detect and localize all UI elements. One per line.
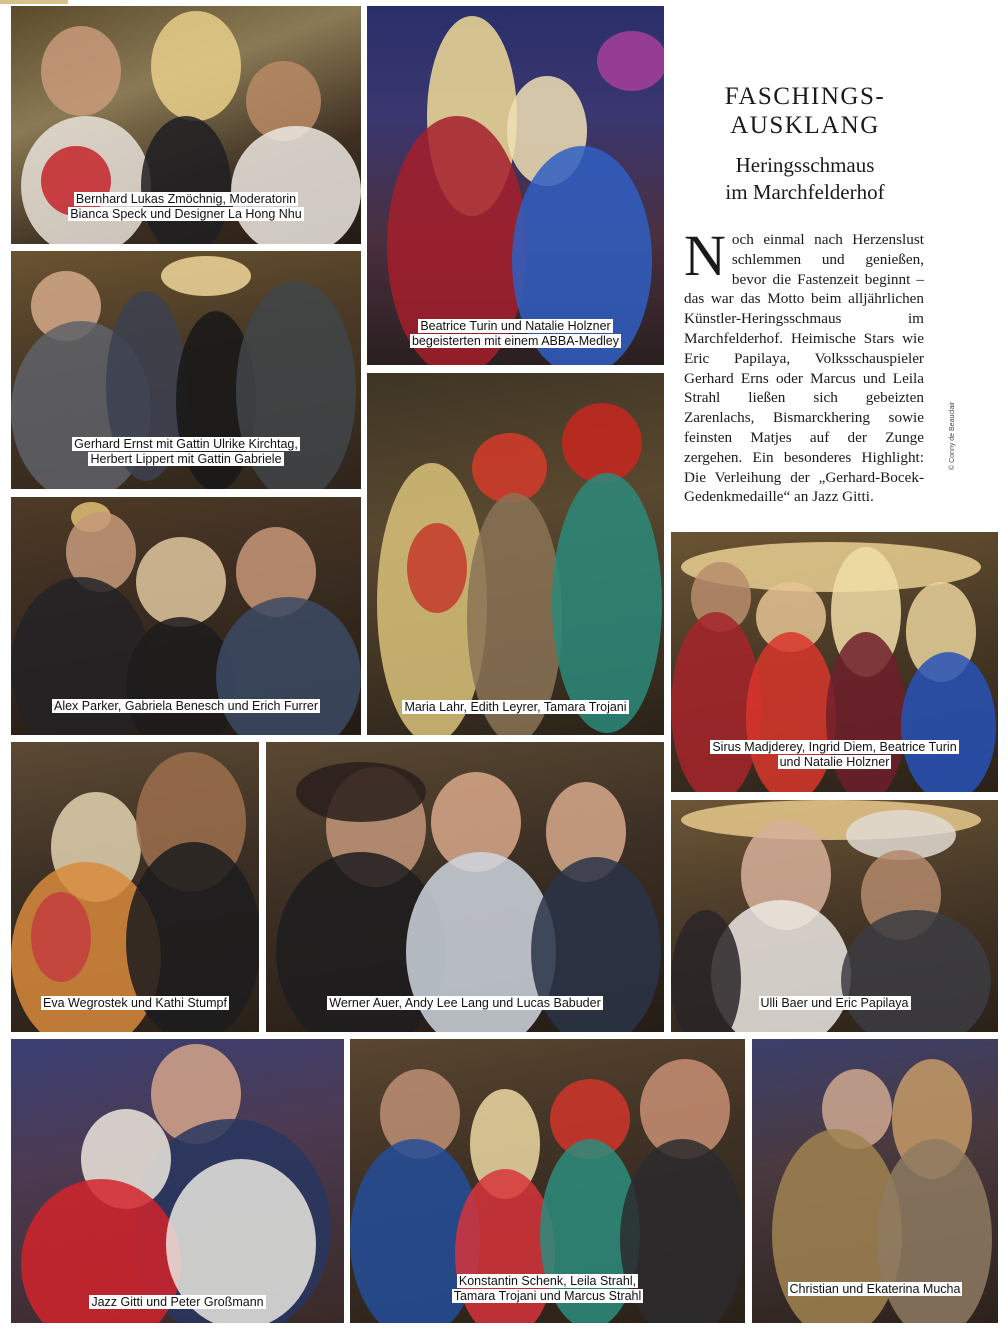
photo-caption <box>11 699 361 714</box>
caption-line: Sirus Madjderey, Ingrid Diem, Beatrice Turin <box>712 740 957 754</box>
article-body <box>684 223 924 507</box>
caption-line: Beatrice Turin und Natalie Holzner <box>420 319 611 333</box>
photo-lahr-leyrer-trojani <box>367 373 664 735</box>
photo-caption <box>367 319 664 349</box>
caption-line: Christian und Ekaterina Mucha <box>789 1282 961 1296</box>
caption-line: und Natalie Holzner <box>779 755 890 769</box>
caption-line: Jazz Gitti und Peter Großmann <box>91 1295 264 1309</box>
photo-caption <box>11 192 361 222</box>
article-body-text: och einmal nach Herzenslust schlemmen und genießen, bevor die Fastenzeit beginnt – das war das Motto beim alljährlichen Künstler-Heringsschmaus im Marchfelderhof. Heimische Stars wie Eric Papilaya, Volksschauspieler Gerhard Erns oder Marcus und Leila Strahl ließen sich gebeizten Zarenlachs, Bismarckhering sowie feinsten Matjes auf der Zunge zergehen. Ein besonderes Highlight: Die Verleihung der „Gerhard-Bocek-Gedenkmedaille“ an Jazz Gitti. <box>684 231 924 506</box>
page-corner-mark <box>0 0 68 4</box>
photo-caption <box>671 996 998 1011</box>
photo-gitti-grossmann <box>11 1039 344 1323</box>
photo-ernst-kirchtag-lippert <box>11 251 361 489</box>
photo-credit: © Conny de Beauclair <box>949 401 956 470</box>
article-subhead <box>690 152 920 206</box>
caption-line: Alex Parker, Gabriela Benesch und Erich Furrer <box>53 699 318 713</box>
photo-caption <box>350 1274 745 1304</box>
photo-caption <box>11 1295 344 1310</box>
photo-caption <box>266 996 664 1011</box>
photo-caption <box>11 437 361 467</box>
article-headline <box>690 82 920 140</box>
caption-line: Konstantin Schenk, Leila Strahl, <box>458 1274 637 1288</box>
photo-parker-benesch-furrer <box>11 497 361 735</box>
photo-auer-lang-babuder <box>266 742 664 1032</box>
photo-turin-holzner <box>367 6 664 365</box>
photo-caption <box>671 740 998 770</box>
caption-line: Bianca Speck und Designer La Hong Nhu <box>70 207 302 221</box>
headline-line: AUSKLANG <box>730 112 880 139</box>
caption-line: Gerhard Ernst mit Gattin Ulrike Kirchtag, <box>74 437 298 451</box>
photo-mucha <box>752 1039 998 1323</box>
caption-line: Werner Auer, Andy Lee Lang und Lucas Babuder <box>329 996 601 1010</box>
photo-caption <box>367 700 664 715</box>
photo-caption <box>11 996 259 1011</box>
caption-line: Maria Lahr, Edith Leyrer, Tamara Trojani <box>404 700 627 714</box>
caption-line: Bernhard Lukas Zmöchnig, Moderatorin <box>75 192 297 206</box>
headline-line: FASCHINGS- <box>724 83 886 110</box>
photo-caption <box>752 1282 998 1297</box>
caption-line: begeisterten mit einem ABBA-Medley <box>411 334 620 348</box>
photo-zmoechnig-speck-nhu <box>11 6 361 244</box>
subhead-line: im Marchfelderhof <box>725 180 885 204</box>
caption-line: Ulli Baer und Eric Papilaya <box>760 996 909 1010</box>
caption-line: Tamara Trojani und Marcus Strahl <box>453 1289 642 1303</box>
subhead-line: Heringsschmaus <box>735 153 875 177</box>
photo-baer-papilaya <box>671 800 998 1032</box>
caption-line: Eva Wegrostek und Kathi Stumpf <box>43 996 227 1010</box>
photo-madjderey-diem-turin-holzner <box>671 532 998 792</box>
photo-schenk-strahl-trojani <box>350 1039 745 1323</box>
photo-wegrostek-stumpf <box>11 742 259 1032</box>
drop-cap: N <box>684 223 726 288</box>
caption-line: Herbert Lippert mit Gattin Gabriele <box>90 452 282 466</box>
